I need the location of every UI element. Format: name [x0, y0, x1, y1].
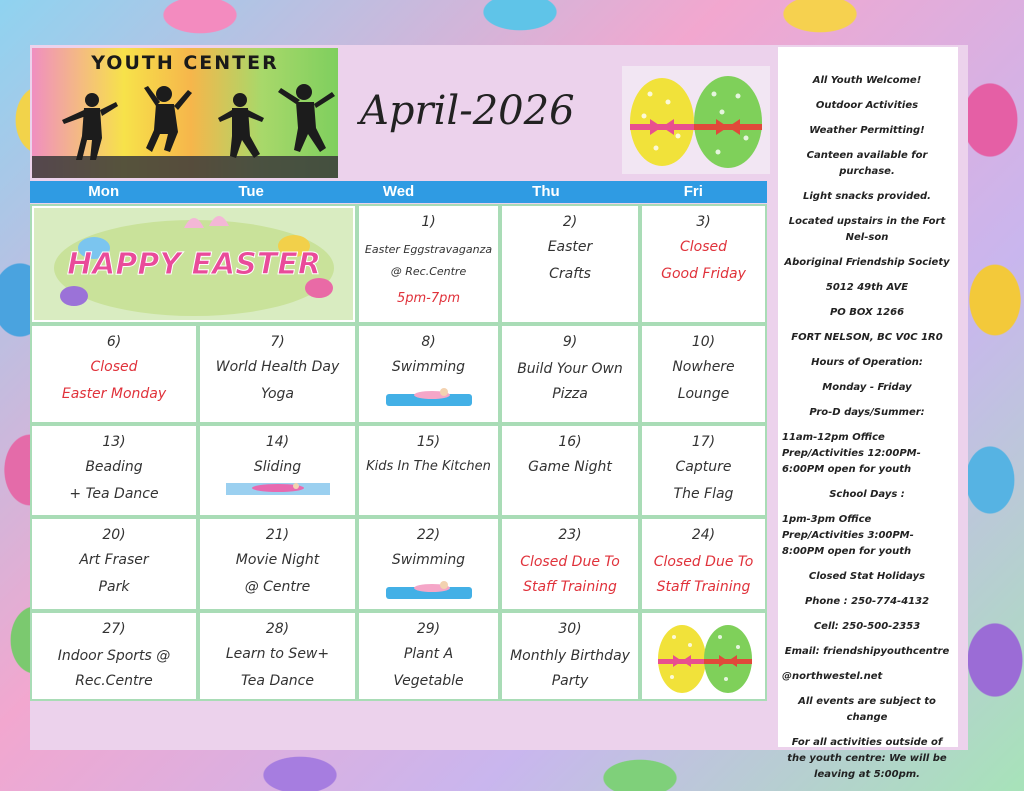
day-number: 28) — [265, 621, 290, 637]
day-number: 27) — [102, 621, 126, 637]
day-number: 30) — [558, 621, 582, 637]
day-number: 24) — [691, 527, 716, 543]
day-cell-24 — [640, 517, 767, 611]
day-number: 13) — [102, 434, 126, 450]
day-event: Easter — [547, 239, 593, 255]
sidebar-line: Weather Permitting! — [809, 125, 925, 136]
sidebar-line: Light snacks provided. — [803, 191, 931, 202]
easter-image-text: HAPPY EASTER — [67, 247, 321, 282]
day-event: Staff Training — [656, 579, 751, 595]
day-cell-27 — [30, 611, 198, 701]
day-event: Beading — [85, 459, 143, 475]
day-event: Easter Monday — [61, 386, 167, 402]
day-event: Sliding — [253, 459, 302, 475]
day-event: Park — [98, 579, 130, 595]
sidebar-line: FORT NELSON, BC V0C 1R0 — [791, 332, 943, 343]
logo-text: YOUTH CENTER — [91, 52, 279, 74]
day-event: Monthly Birthday — [510, 648, 630, 664]
day-event: World Health Day — [215, 359, 340, 375]
sidebar-line: Email: friendshipyouthcentre — [784, 646, 950, 657]
youth-center-logo — [32, 48, 338, 178]
easter-eggs-icon — [622, 66, 770, 174]
page-title: April-2026 — [360, 88, 575, 134]
sidebar-line: Phone : 250-774-4132 — [804, 596, 930, 607]
day-event: Easter Eggstravaganza — [364, 243, 493, 256]
day-event: Crafts — [549, 266, 591, 282]
swimmer-icon — [384, 579, 474, 601]
day-event: Vegetable — [393, 673, 464, 689]
sidebar-line: 5012 49th AVE — [825, 282, 909, 293]
day-number: 22) — [416, 527, 441, 543]
day-number: 15) — [416, 434, 441, 450]
sidebar-line: School Days : — [829, 489, 905, 500]
day-event: Kids In The Kitchen — [366, 459, 491, 474]
day-number: 9) — [562, 334, 578, 350]
sidebar-line: Pro-D days/Summer: — [809, 407, 925, 418]
day-number: 1) — [421, 214, 436, 230]
day-cell-21 — [198, 517, 357, 611]
day-event: Staff Training — [523, 579, 617, 595]
sidebar-line: For all activities outside of the youth centre: We will be leaving at 5:00pm. — [787, 737, 947, 780]
day-cell-6 — [30, 324, 198, 424]
sidebar-line: @northwestel.net — [782, 671, 883, 682]
sidebar-line: PO BOX 1266 — [829, 307, 905, 318]
day-event-time: 5pm-7pm — [396, 291, 461, 306]
sidebar-line: Cell: 250-500-2353 — [813, 621, 921, 632]
weekday-header — [30, 181, 767, 203]
jumping-kids-silhouette-icon — [32, 48, 338, 178]
sidebar-line: Monday - Friday — [822, 382, 912, 393]
day-cell-2 — [500, 204, 640, 324]
day-event: Closed — [679, 239, 728, 255]
sidebar-line: 1pm-3pm Office Prep/Activities 3:00PM-8:00PM open for youth — [782, 514, 914, 557]
day-event: @ Centre — [244, 579, 311, 595]
sidebar-line: Outdoor Activities — [815, 100, 919, 111]
day-cell-9 — [500, 324, 640, 424]
easter-eggs-icon — [642, 613, 765, 699]
day-number: 29) — [416, 621, 441, 637]
easter-eggs-cell — [640, 611, 767, 701]
info-sidebar — [778, 47, 958, 780]
day-number: 6) — [106, 334, 122, 350]
day-event: Closed Due To — [520, 554, 620, 570]
day-number: 23) — [558, 527, 582, 543]
day-cell-30 — [500, 611, 640, 701]
day-event: Tea Dance — [240, 673, 314, 689]
day-event: Closed Due To — [653, 554, 754, 570]
day-number: 2) — [562, 214, 578, 230]
day-number: 16) — [558, 434, 582, 450]
water-slide-icon — [226, 479, 330, 497]
day-event: Yoga — [260, 386, 295, 402]
day-event: Nowhere — [672, 359, 735, 375]
day-event: Indoor Sports @ — [57, 648, 171, 664]
day-event: Pizza — [552, 386, 588, 402]
day-cell-13 — [30, 424, 198, 517]
day-event: @ Rec.Centre — [390, 265, 467, 278]
weekday-wed: Wed — [382, 183, 415, 200]
sidebar-line: 11am-12pm Office Prep/Activities 12:00PM-6:00PM open for youth — [782, 432, 921, 475]
sidebar-line: Aboriginal Friendship Society — [784, 257, 950, 268]
day-cell-20 — [30, 517, 198, 611]
day-cell-29 — [357, 611, 500, 701]
day-cell-16 — [500, 424, 640, 517]
day-event: The Flag — [673, 486, 734, 502]
day-event: Game Night — [528, 459, 612, 475]
happy-easter-image — [30, 204, 357, 324]
day-event: Swimming — [391, 359, 466, 375]
weekday-tue: Tue — [238, 183, 264, 200]
day-event: Capture — [675, 459, 732, 475]
day-cell-3 — [640, 204, 767, 324]
day-number: 10) — [691, 334, 716, 350]
day-event: Closed — [90, 359, 138, 375]
day-cell-1 — [357, 204, 500, 324]
day-number: 3) — [696, 214, 711, 230]
day-cell-23 — [500, 517, 640, 611]
day-cell-15 — [357, 424, 500, 517]
day-event: Party — [551, 673, 589, 689]
day-event: + Tea Dance — [69, 486, 159, 502]
happy-easter-banner-icon — [34, 208, 353, 320]
day-cell-7 — [198, 324, 357, 424]
day-cell-22 — [357, 517, 500, 611]
weekday-fri: Fri — [683, 183, 703, 200]
day-event: Rec.Centre — [75, 673, 153, 689]
day-cell-28 — [198, 611, 357, 701]
day-number: 17) — [691, 434, 716, 450]
sidebar-line: All Youth Welcome! — [812, 75, 922, 86]
day-event: Swimming — [391, 552, 466, 568]
calendar-grid — [30, 204, 767, 701]
day-number: 7) — [270, 334, 285, 350]
day-cell-14 — [198, 424, 357, 517]
day-event: Learn to Sew+ — [225, 646, 330, 662]
day-event: Movie Night — [235, 552, 320, 568]
swimmer-icon — [384, 386, 474, 408]
sidebar-line: Located upstairs in the Fort Nel-son — [788, 216, 946, 243]
day-cell-17 — [640, 424, 767, 517]
sidebar-line: All events are subject to change — [798, 696, 936, 723]
weekday-mon: Mon — [88, 183, 120, 200]
day-number: 21) — [265, 527, 290, 543]
weekday-thu: Thu — [532, 183, 560, 200]
day-number: 20) — [102, 527, 126, 543]
day-event: Plant A — [403, 646, 454, 662]
day-cell-8 — [357, 324, 500, 424]
sidebar-line: Hours of Operation: — [811, 357, 923, 368]
day-event: Art Fraser — [79, 552, 149, 568]
day-number: 14) — [265, 434, 290, 450]
day-cell-10 — [640, 324, 767, 424]
day-number: 8) — [421, 334, 436, 350]
sidebar-line: Closed Stat Holidays — [808, 571, 926, 582]
day-event: Good Friday — [661, 266, 746, 282]
day-event: Build Your Own — [517, 361, 623, 377]
sidebar-line: Canteen available for purchase. — [806, 150, 928, 177]
day-event: Lounge — [677, 386, 730, 402]
